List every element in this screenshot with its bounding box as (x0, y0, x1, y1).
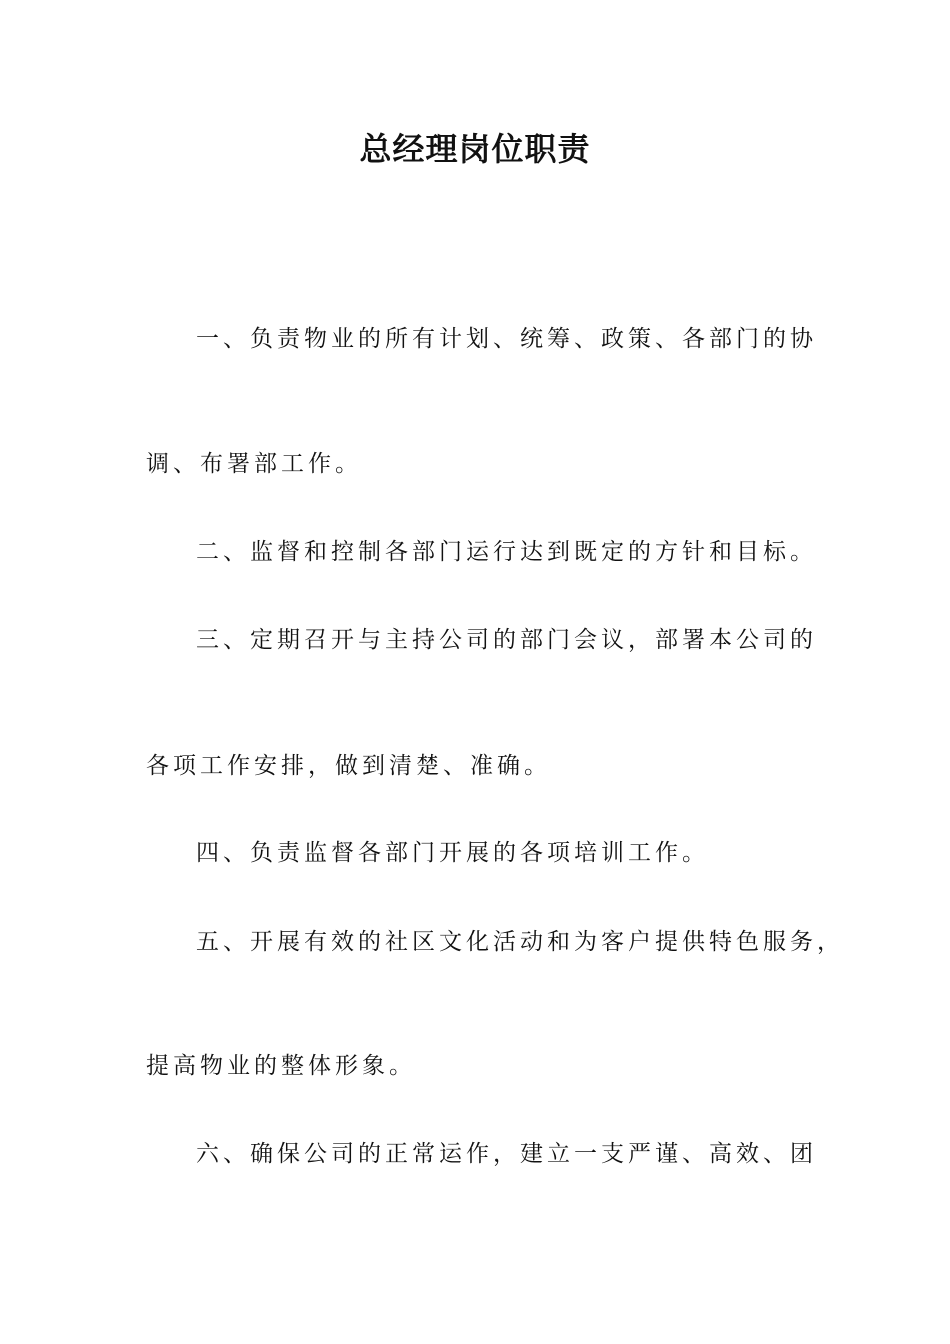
document-title: 总经理岗位职责 (359, 130, 591, 168)
paragraph-6-line-1: 六、确保公司的正常运作，建立一支严谨、高效、团 (196, 1141, 817, 1167)
paragraph-3-line-2: 各项工作安排，做到清楚、准确。 (146, 753, 551, 779)
paragraph-1-line-2: 调、布署部工作。 (146, 451, 362, 477)
paragraph-5-line-1: 五、开展有效的社区文化活动和为客户提供特色服务， (196, 929, 844, 955)
paragraph-5-line-2: 提高物业的整体形象。 (146, 1053, 416, 1079)
paragraph-3-line-1: 三、定期召开与主持公司的部门会议，部署本公司的 (196, 627, 817, 653)
paragraph-1-line-1: 一、负责物业的所有计划、统筹、政策、各部门的协 (196, 326, 817, 352)
paragraph-4-line-1: 四、负责监督各部门开展的各项培训工作。 (196, 840, 709, 866)
paragraph-2-line-1: 二、监督和控制各部门运行达到既定的方针和目标。 (196, 539, 817, 565)
